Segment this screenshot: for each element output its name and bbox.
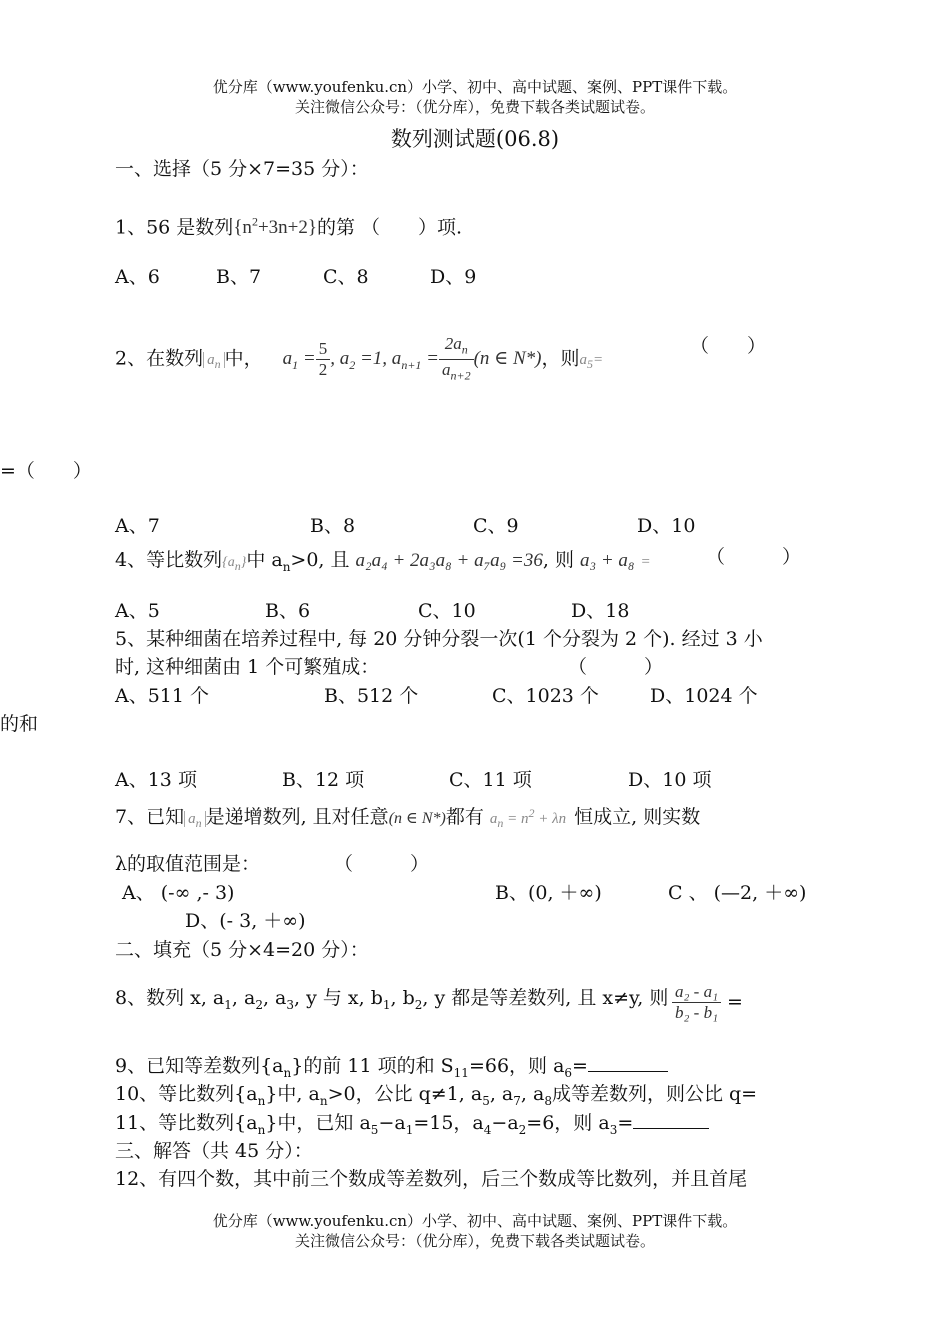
section-3-heading: 三、解答（共 45 分）：: [115, 1140, 313, 1162]
q1-option-a: A、6: [115, 266, 160, 288]
q2-sequence: $a_n$: [203, 352, 225, 368]
question-10: 10、等比数列$\{a_n\}$中, $a_n>0$，公比 q≠1, $a_5$, $a_7$, $a_8$成等差数列，则公比 q=: [115, 1083, 758, 1108]
q3-option-d: D、10: [637, 515, 696, 537]
header-line-2: 关注微信公众号：（优分库），免费下载各类试题试卷。: [294, 98, 655, 116]
q7-text-have: 都有: [445, 806, 484, 828]
q1-text-end: 的第 （ ）项.: [317, 216, 463, 239]
q3-option-b: B、8: [310, 515, 356, 537]
q4-text-then: , 则: [542, 549, 574, 571]
q3-option-c: C、9: [473, 515, 519, 537]
q7-sequence: $a_n$: [184, 811, 206, 827]
question-11: 11、等比数列$\{a_n\}$中，已知 $a_5-a_1=15$，$a_4-a_2=6$，则 $a_3=$: [115, 1110, 709, 1142]
q7-option-b: B、(0, ＋∞): [495, 882, 602, 904]
stray-text-de-he: 的和: [0, 713, 39, 735]
question-7: [115, 798, 700, 838]
q5-option-a: A、511 个: [115, 685, 210, 707]
q9-answer-blank[interactable]: [588, 1053, 668, 1072]
question-2: [115, 334, 603, 386]
question-12: 12、有四个数，其中前三个数成等差数列，后三个数成等比数列，并且首尾: [115, 1168, 748, 1190]
q2-formula: $a_1$ = $\frac{5}{2}$ , $a_2 =1$, $a_{n+1}$ = $\frac{2a_n}{a_{n+2}}$ (n ∈ N*): [282, 334, 542, 383]
q5-line-1: 5、某种细菌在培养过程中, 每 20 分钟分裂一次(1 个分裂为 2 个). 经过 3 小: [115, 628, 763, 650]
question-9: 9、已知等差数列$\{a_n\}$的前 11 项的和 $S_{11}=66$，则 $a_6=$: [115, 1053, 668, 1085]
section-2-heading: 二、填充（5 分×4=20 分）：: [115, 939, 369, 961]
q6-option-d: D、10 项: [628, 769, 712, 791]
q5-option-b: B、512 个: [324, 685, 419, 707]
q8-fraction: $\frac{\text{a₂ - a₁}}{\text{b₂ - b₁}}$ =: [672, 982, 743, 1023]
q6-option-b: B、12 项: [282, 769, 365, 791]
q2-answer-paren: （ ）: [690, 335, 767, 357]
q4-text: 4、等比数列: [115, 549, 223, 571]
q7-option-c: C 、 (—2, ＋∞): [668, 882, 807, 904]
q1-option-d: D、9: [430, 266, 477, 288]
q2-a5: $a_5=$: [579, 352, 604, 372]
q2-text-then: ，则: [541, 347, 580, 370]
q5-option-c: C、1023 个: [492, 685, 599, 707]
q4-option-c: C、10: [418, 600, 476, 622]
q4-option-b: B、6: [265, 600, 311, 622]
q5-answer-paren: （ ）: [568, 656, 664, 678]
footer-line-1: 优分库（www.youfenku.cn）小学、初中、高中试题、案例、PPT课件下载。: [212, 1212, 738, 1230]
q1-option-b: B、7: [216, 266, 262, 288]
footer-line-2: 关注微信公众号：（优分库），免费下载各类试题试卷。: [294, 1232, 655, 1250]
q3-option-a: A、7: [115, 515, 160, 537]
q7-condition: (n ∈ N*): [388, 810, 446, 827]
section-1-heading: 一、选择（5 分×7=35 分）：: [115, 158, 369, 180]
q1-sequence: $\{n^2+3n+2\}$: [233, 215, 317, 239]
q1-option-c: C、8: [323, 266, 369, 288]
q7-formula: $a_n = n^2 + \lambda n$: [489, 806, 567, 830]
q4-answer-paren: （ ）: [706, 546, 802, 568]
page-title: 数列测试题(06.8): [390, 127, 560, 151]
q7-answer-paren: （ ）: [334, 853, 430, 875]
question-4: 4、等比数列$\{a_n\}$中 $a_n>0$, 且 a₂a₄ + 2a₃a₈ + a₇a₉ =36, 则 a₃ + a₈ =: [115, 549, 651, 574]
q7-text: 7、已知: [115, 806, 185, 828]
q6-option-c: C、11 项: [449, 769, 532, 791]
q7-option-d: D、(- 3, ＋∞): [185, 910, 306, 932]
q4-sequence: $\{a_n\}$: [222, 555, 247, 573]
q7-line-2: λ的取值范围是：: [115, 853, 261, 875]
question-1: [115, 210, 462, 240]
q4-target-expression: a₃ + a₈ =: [579, 550, 651, 571]
q2-text: 2、在数列: [115, 347, 204, 370]
q4-option-d: D、18: [571, 600, 630, 622]
q11-answer-blank[interactable]: [633, 1110, 709, 1129]
q6-option-a: A、13 项: [115, 769, 197, 791]
header-line-1: 优分库（www.youfenku.cn）小学、初中、高中试题、案例、PPT课件下载。: [212, 78, 738, 96]
stray-paren: =（ ）: [0, 460, 92, 482]
q7-text-end: 恒成立, 则实数: [574, 806, 701, 828]
q4-expression: a₂a₄ + 2a₃a₈ + a₇a₉ =36: [355, 550, 543, 571]
q5-line-2: 时, 这种细菌由 1 个可繁殖成：: [115, 656, 380, 678]
q1-text: 1、56 是数列: [115, 216, 234, 239]
q5-option-d: D、1024 个: [650, 685, 758, 707]
q2-text-mid: 中，: [224, 347, 263, 370]
q7-option-a: A、 (-∞ ,- 3): [122, 882, 235, 904]
q4-text-mid: 中 a: [246, 549, 283, 571]
q4-option-a: A、5: [115, 600, 160, 622]
q7-text-mid: 是递增数列, 且对任意: [205, 806, 389, 828]
question-8: 8、数列 x, $a_1$, $a_2$, $a_3$, y 与 x, $b_1$, $b_2$, y 都是等差数列, 且 x≠y, 则: [115, 987, 669, 1012]
q4-text-cond: >0, 且: [290, 549, 350, 571]
